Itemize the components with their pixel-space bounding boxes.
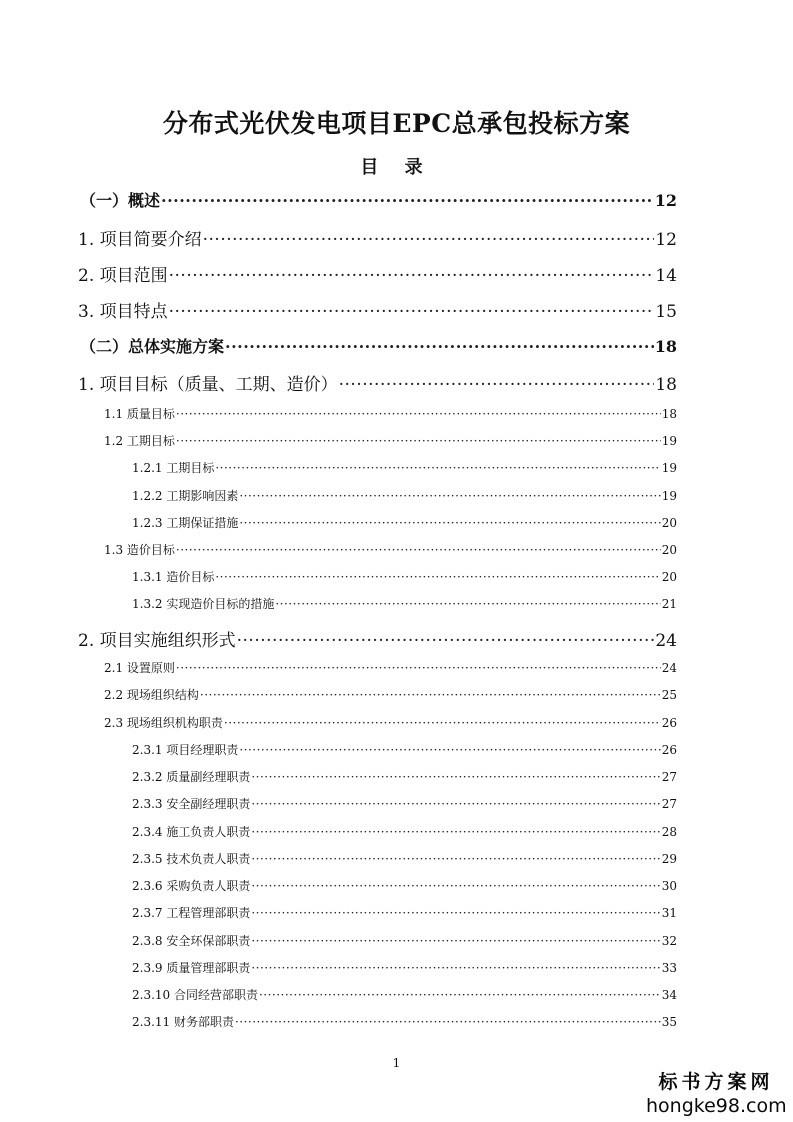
toc-leader xyxy=(215,570,660,584)
toc-leader xyxy=(251,879,660,893)
toc-entry[interactable] xyxy=(132,959,677,976)
toc-entry-label: 2.3.2 质量副经理职责 xyxy=(132,770,251,784)
toc-entry-label: 2.3.9 质量管理部职责 xyxy=(132,961,251,975)
toc-entry[interactable] xyxy=(78,626,677,651)
toc-entry-page: 18 xyxy=(655,375,677,395)
toc-entry-label: 2.3 现场组织机构职责 xyxy=(104,716,223,730)
toc-entry-page: 20 xyxy=(661,543,677,557)
toc-entry[interactable] xyxy=(132,487,677,504)
toc-leader xyxy=(239,516,660,530)
toc-entry-page: 19 xyxy=(661,434,677,448)
toc-entry[interactable] xyxy=(78,297,677,322)
toc-entry[interactable] xyxy=(132,795,677,812)
toc-entry-label: 1. 项目目标（质量、工期、造价） xyxy=(78,375,338,395)
toc-entry-page: 19 xyxy=(661,489,677,503)
toc-leader xyxy=(239,743,660,757)
toc-entry-label: 1.1 质量目标 xyxy=(104,407,175,421)
toc-entry-page: 18 xyxy=(654,337,677,356)
toc-entry-page: 20 xyxy=(661,516,677,530)
page-number: 1 xyxy=(392,1056,401,1070)
toc-leader xyxy=(200,688,661,702)
toc-entry[interactable] xyxy=(78,225,677,250)
toc-entry-label: 2. 项目范围 xyxy=(78,266,168,286)
toc-entry[interactable] xyxy=(104,432,677,449)
toc-leader xyxy=(215,461,660,475)
toc-entry-label: 2.3.6 采购负责人职责 xyxy=(132,879,251,893)
toc-leader xyxy=(251,906,660,920)
toc-entry[interactable] xyxy=(80,334,677,357)
toc-leader xyxy=(224,716,661,730)
toc-entry[interactable] xyxy=(104,405,677,422)
toc-entry-page: 33 xyxy=(661,961,677,975)
toc-leader xyxy=(176,407,661,421)
toc-entry-label: 1.2.2 工期影响因素 xyxy=(132,489,239,503)
toc-entry[interactable] xyxy=(132,768,677,785)
toc-entry-label: 1.3 造价目标 xyxy=(104,543,175,557)
toc-entry-page: 26 xyxy=(661,716,677,730)
toc-entry-label: 2.3.10 合同经营部职责 xyxy=(132,988,258,1002)
toc-entry-label: 1.2.1 工期目标 xyxy=(132,461,215,475)
toc-entry[interactable] xyxy=(104,686,677,703)
toc-entry-page: 27 xyxy=(661,770,677,784)
toc-entry-label: 3. 项目特点 xyxy=(78,302,168,322)
toc-entry-label: 1.3.2 实现造价目标的措施 xyxy=(132,597,275,611)
toc-entry[interactable] xyxy=(132,459,677,476)
toc-entry-label: 2.3.3 安全副经理职责 xyxy=(132,797,251,811)
toc-entry-label: 2.3.5 技术负责人职责 xyxy=(132,852,251,866)
toc-entry-page: 29 xyxy=(661,852,677,866)
toc-leader xyxy=(169,266,655,286)
toc-entry[interactable] xyxy=(78,370,677,395)
toc-entry-label: 2.1 设置原则 xyxy=(104,661,175,675)
toc-leader xyxy=(339,375,655,395)
toc-entry-page: 20 xyxy=(661,570,677,584)
toc-entry-page: 18 xyxy=(661,407,677,421)
toc-leader xyxy=(259,988,661,1002)
watermark-name: 标书方案网 xyxy=(658,1071,774,1093)
toc-entry-label: （一）概述 xyxy=(80,191,161,210)
toc-entry-label: 2.2 现场组织结构 xyxy=(104,688,199,702)
toc-entry-label: 2.3.1 项目经理职责 xyxy=(132,743,239,757)
toc-leader xyxy=(251,961,660,975)
toc-leader xyxy=(237,631,655,651)
toc-leader xyxy=(176,434,661,448)
document-title: 分布式光伏发电项目EPC总承包投标方案 xyxy=(162,109,631,138)
toc-entry-label: 2.3.11 财务部职责 xyxy=(132,1015,234,1029)
toc-entry[interactable] xyxy=(132,514,677,531)
toc-leader xyxy=(251,825,660,839)
toc-entry[interactable] xyxy=(132,904,677,921)
toc-leader xyxy=(203,230,655,250)
toc-entry[interactable] xyxy=(104,659,677,676)
toc-entry-page: 12 xyxy=(655,230,677,250)
toc-entry-label: 2.3.4 施工负责人职责 xyxy=(132,825,251,839)
toc-entry-page: 27 xyxy=(661,797,677,811)
toc-entry-page: 12 xyxy=(654,191,677,210)
toc-entry[interactable] xyxy=(78,261,677,286)
toc-entry-page: 15 xyxy=(655,302,677,322)
toc-entry[interactable] xyxy=(104,541,677,558)
toc-entry-page: 14 xyxy=(655,266,677,286)
toc-entry-page: 28 xyxy=(661,825,677,839)
toc-entry-label: （二）总体实施方案 xyxy=(80,337,225,356)
toc-entry[interactable] xyxy=(132,823,677,840)
toc-entry-page: 24 xyxy=(661,661,677,675)
toc-entry-label: 2.3.8 安全环保部职责 xyxy=(132,934,251,948)
watermark-url: hongke98.com xyxy=(646,1095,787,1117)
toc-leader xyxy=(225,337,654,356)
toc-entry[interactable] xyxy=(80,188,677,211)
toc-entry[interactable] xyxy=(132,1013,677,1030)
toc-leader xyxy=(176,661,661,675)
toc-leader xyxy=(251,797,660,811)
toc-leader xyxy=(235,1015,661,1029)
toc-entry-page: 24 xyxy=(655,631,677,651)
toc-entry-page: 21 xyxy=(661,597,677,611)
toc-entry[interactable] xyxy=(132,877,677,894)
toc-entry-page: 31 xyxy=(661,906,677,920)
site-watermark xyxy=(646,1070,786,1118)
toc-entry-label: 1. 项目简要介绍 xyxy=(78,230,202,250)
toc-entry[interactable] xyxy=(132,568,677,585)
toc-leader xyxy=(161,191,654,210)
toc-leader xyxy=(251,852,660,866)
toc-entry-page: 35 xyxy=(661,1015,677,1029)
toc-leader xyxy=(176,543,661,557)
toc-entry[interactable] xyxy=(132,595,677,612)
toc-entry-label: 1.2.3 工期保证措施 xyxy=(132,516,239,530)
toc-entry[interactable] xyxy=(132,986,677,1003)
toc-entry-page: 25 xyxy=(661,688,677,702)
toc-entry[interactable] xyxy=(132,932,677,949)
toc-entry-label: 2.3.7 工程管理部职责 xyxy=(132,906,251,920)
toc-entry-page: 32 xyxy=(661,934,677,948)
toc-entry[interactable] xyxy=(132,850,677,867)
toc-entry-page: 30 xyxy=(661,879,677,893)
toc-heading: 目 录 xyxy=(360,157,433,178)
toc-leader xyxy=(239,489,660,503)
toc-leader xyxy=(275,597,660,611)
toc-entry-page: 19 xyxy=(661,461,677,475)
toc-leader xyxy=(251,934,660,948)
toc-entry[interactable] xyxy=(104,714,677,731)
toc-entry-label: 1.2 工期目标 xyxy=(104,434,175,448)
toc-entry-page: 34 xyxy=(661,988,677,1002)
toc-entry[interactable] xyxy=(132,741,677,758)
toc-entry-label: 1.3.1 造价目标 xyxy=(132,570,215,584)
toc-leader xyxy=(169,302,655,322)
toc-leader xyxy=(251,770,660,784)
toc-entry-label: 2. 项目实施组织形式 xyxy=(78,631,236,651)
toc-entry-page: 26 xyxy=(661,743,677,757)
